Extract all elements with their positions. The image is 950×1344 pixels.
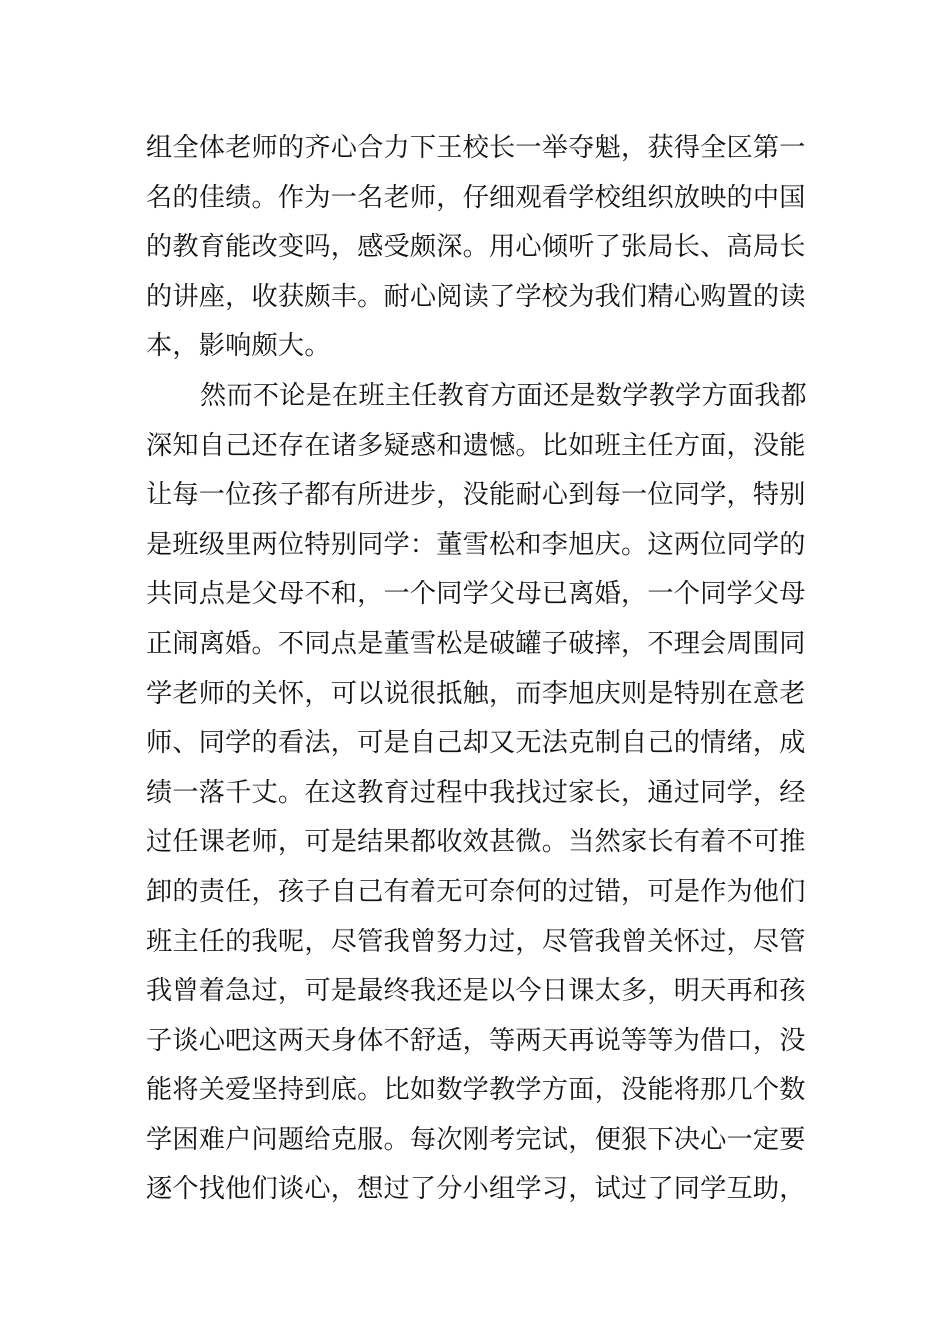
text-line: 共同点是父母不和，一个同学父母已离婚，一个同学父母 (146, 579, 806, 610)
text-line: 能将关爱坚持到底。比如数学教学方面，没能将那几个数 (146, 1075, 806, 1106)
text-line: 学老师的关怀，可以说很抵触，而李旭庆则是特别在意老 (146, 678, 806, 709)
text-line: 名的佳绩。作为一名老师，仔细观看学校组织放映的中国 (146, 182, 806, 213)
text-line: 绩一落千丈。在这教育过程中我找过家长，通过同学，经 (146, 777, 806, 808)
text-line: 让每一位孩子都有所进步，没能耐心到每一位同学，特别 (146, 480, 806, 511)
text-line: 是班级里两位特别同学：董雪松和李旭庆。这两位同学的 (146, 529, 806, 560)
text-line: 组全体老师的齐心合力下王校长一举夺魁，获得全区第一 (146, 133, 806, 163)
text-line: 正闹离婚。不同点是董雪松是破罐子破摔，不理会周围同 (146, 628, 806, 659)
text-line: 子谈心吧这两天身体不舒适，等两天再说等等为借口，没 (146, 1025, 806, 1056)
text-line: 的讲座，收获颇丰。耐心阅读了学校为我们精心购置的读 (146, 281, 806, 312)
text-line: 深知自己还存在诸多疑惑和遗憾。比如班主任方面，没能 (146, 430, 806, 461)
body-text (146, 124, 806, 1215)
text-line: 逐个找他们谈心，想过了分小组学习，试过了同学互助， (146, 1174, 806, 1205)
text-line: 我曾着急过，可是最终我还是以今日课太多，明天再和孩 (146, 976, 806, 1007)
text-line: 过任课老师，可是结果都收效甚微。当然家长有着不可推 (146, 827, 806, 858)
text-line: 的教育能改变吗，感受颇深。用心倾听了张局长、高局长 (146, 232, 806, 263)
paragraph-first-line: 然而不论是在班主任教育方面还是数学教学方面我都 (200, 380, 807, 411)
text-line: 师、同学的看法，可是自己却又无法克制自己的情绪，成 (146, 728, 806, 759)
text-line: 学困难户问题给克服。每次刚考完试，便狠下决心一定要 (146, 1124, 806, 1155)
text-line: 班主任的我呢，尽管我曾努力过，尽管我曾关怀过，尽管 (146, 926, 806, 957)
text-line: 卸的责任，孩子自己有着无可奈何的过错，可是作为他们 (146, 876, 806, 907)
text-line: 本，影响颇大。 (146, 331, 331, 362)
